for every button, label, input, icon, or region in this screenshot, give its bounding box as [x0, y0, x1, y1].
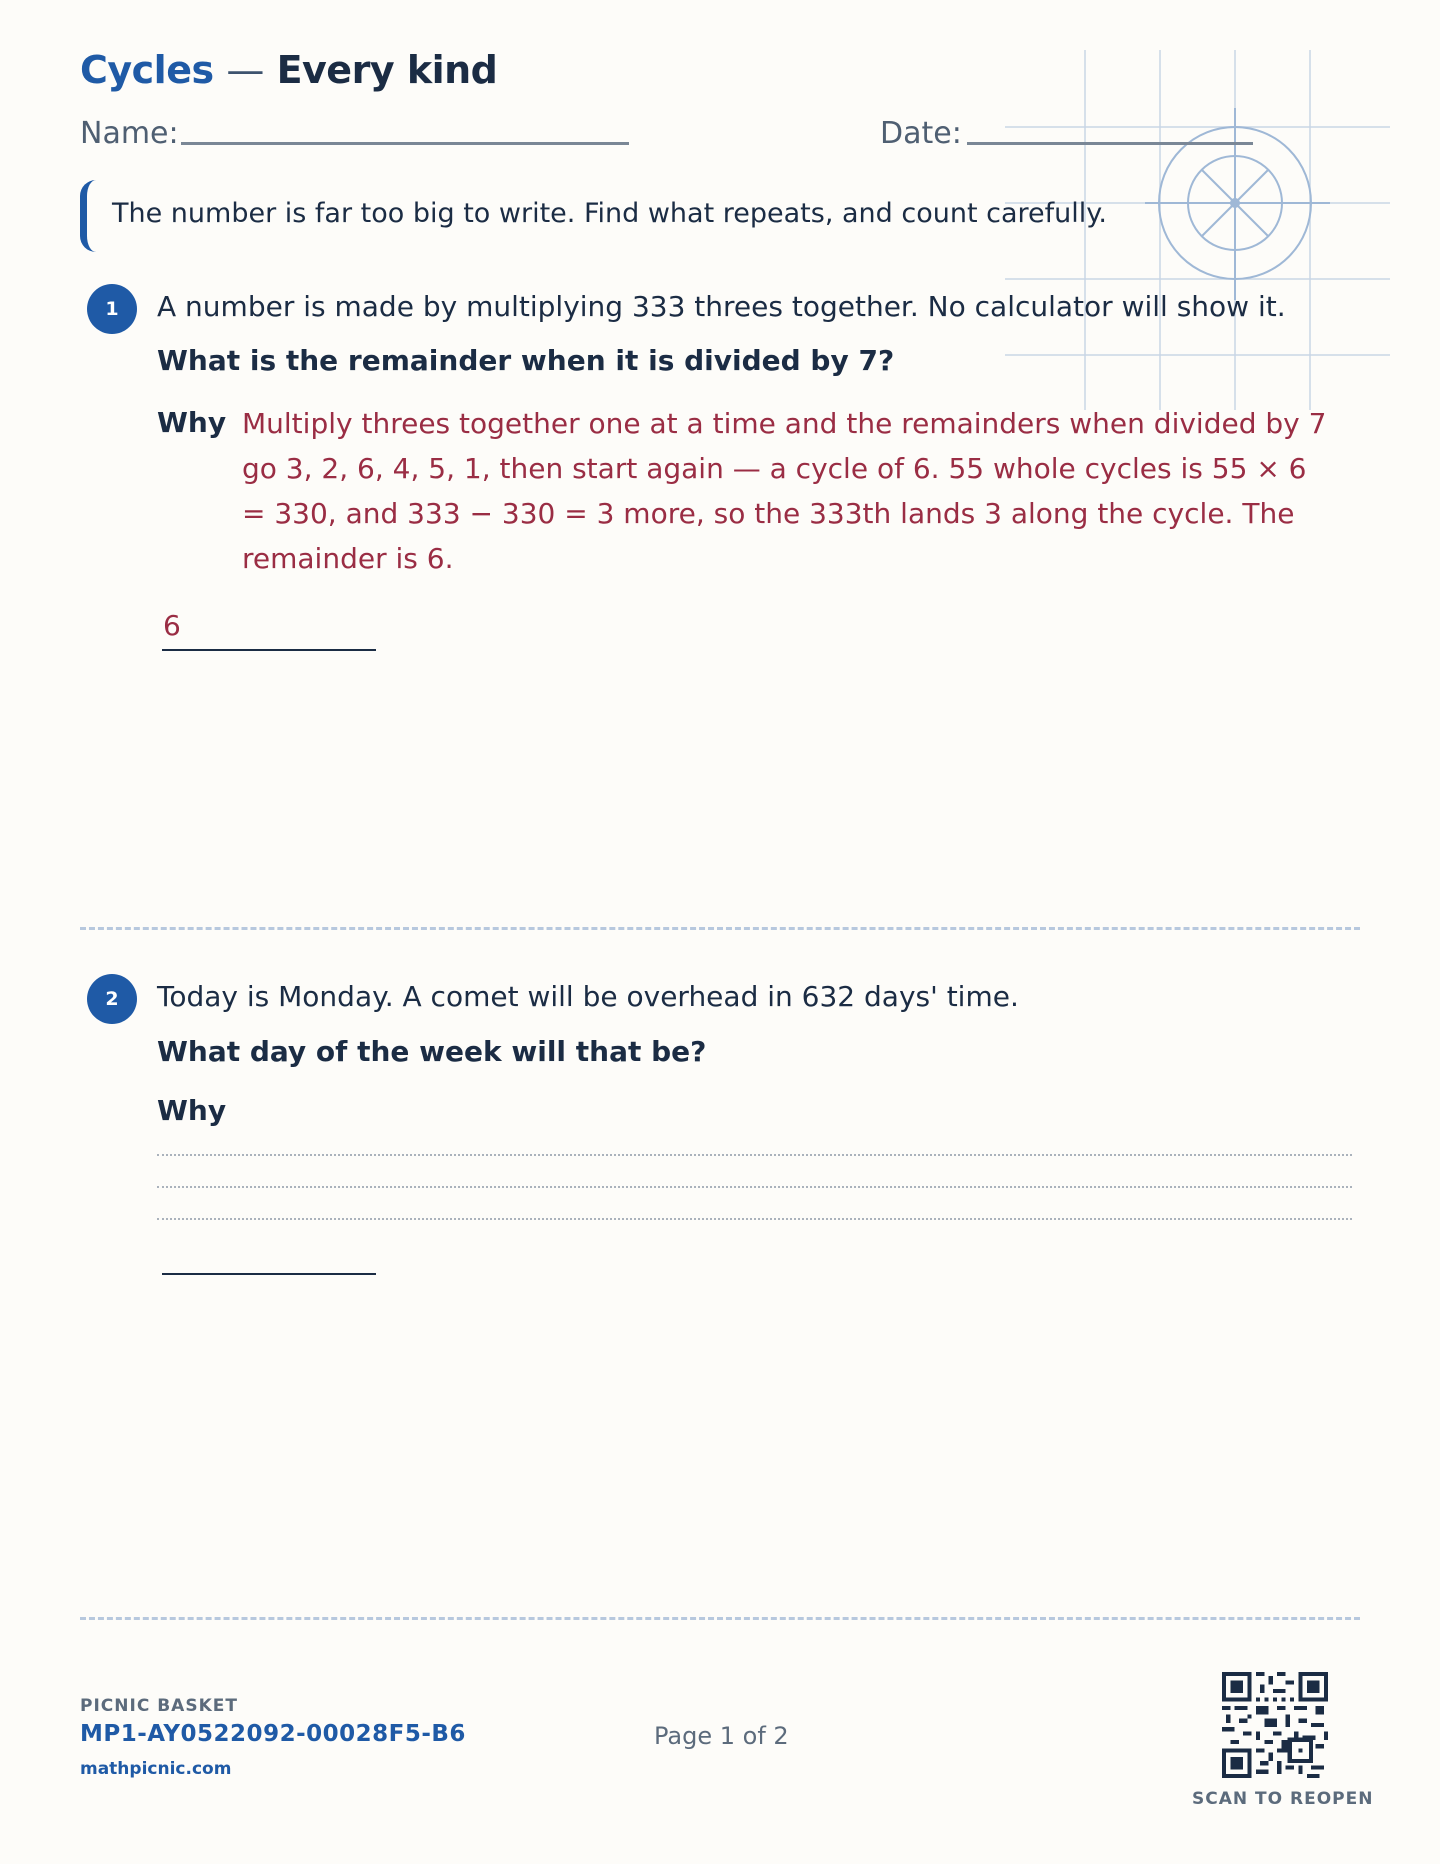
- name-field[interactable]: [181, 142, 629, 145]
- answer-field[interactable]: [162, 649, 376, 651]
- why-writing-line[interactable]: [157, 1218, 1352, 1220]
- name-label: Name:: [80, 116, 179, 151]
- qr-caption: SCAN TO REOPEN: [1192, 1789, 1374, 1809]
- why-label: Why: [157, 1094, 227, 1127]
- date-label: Date:: [880, 116, 962, 151]
- instruction-text: The number is far too big to write. Find what repeats, and count carefully.: [112, 198, 1107, 229]
- page-title: [80, 48, 497, 92]
- question-number-badge: 2: [87, 974, 137, 1024]
- page-number: Page 1 of 2: [654, 1722, 789, 1750]
- title-dash: —: [226, 48, 264, 92]
- question-prompt: What day of the week will that be?: [157, 1035, 707, 1068]
- question-number-badge: 1: [87, 284, 137, 334]
- question-text: A number is made by multiplying 333 threes together. No calculator will show it.: [157, 290, 1286, 323]
- question-prompt: What is the remainder when it is divided by 7?: [157, 344, 895, 377]
- title-main: Cycles: [80, 48, 214, 92]
- date-field[interactable]: [967, 142, 1253, 145]
- qr-code-icon[interactable]: [1222, 1672, 1328, 1778]
- why-writing-line[interactable]: [157, 1154, 1352, 1156]
- site-link[interactable]: mathpicnic.com: [80, 1759, 232, 1779]
- why-writing-line[interactable]: [157, 1186, 1352, 1188]
- footer-brand: PICNIC BASKET: [80, 1696, 238, 1716]
- title-sub: Every kind: [276, 48, 498, 92]
- question-text: Today is Monday. A comet will be overhead in 632 days' time.: [157, 980, 1019, 1013]
- why-label: Why: [157, 406, 227, 439]
- answer-field[interactable]: [162, 1273, 376, 1275]
- answer-value: 6: [163, 609, 181, 642]
- why-explanation: Multiply threes together one at a time and the remainders when divided by 7 go 3, 2, 6, 4, 5, 1, then start again — a cycle of 6. 55 whole cycles is 55 × 6 = 330, and 333 − 330 = 3 more, so the 333th lands 3 along the cycle. The remainder is 6.: [242, 407, 1327, 575]
- question-separator: [80, 927, 1360, 930]
- footer-separator: [80, 1617, 1360, 1620]
- worksheet-code: MP1-AY0522092-00028F5-B6: [80, 1721, 466, 1747]
